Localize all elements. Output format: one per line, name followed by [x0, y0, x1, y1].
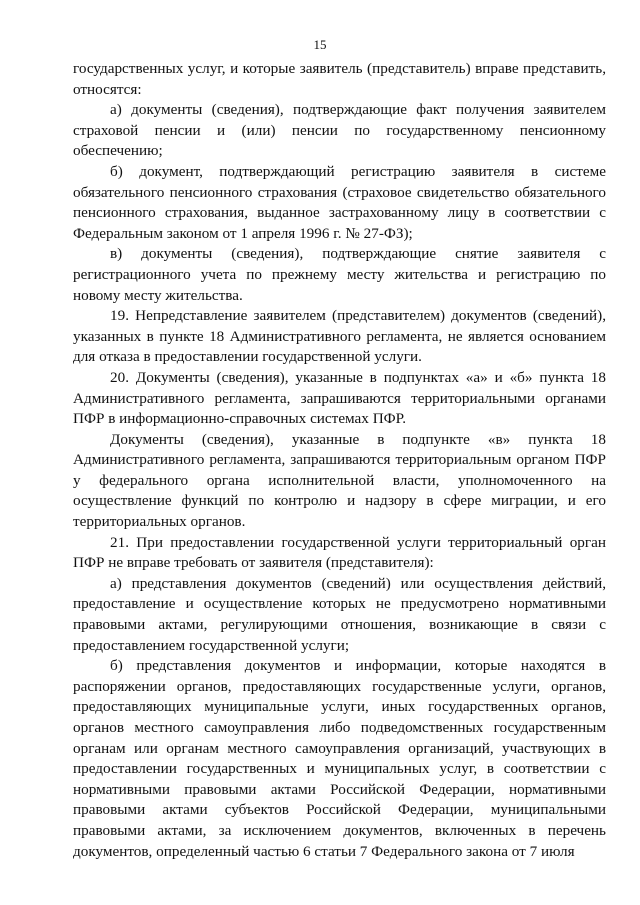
paragraph-20: 20. Документы (сведения), указанные в подпунктах «а» и «б» пункта 18 Административного регламента, запрашиваются территориальными органами ПФР в информационно-справочных системах ПФР. — [73, 368, 606, 428]
paragraph-19: 19. Непредставление заявителем (представителем) документов (сведений), указанных в пункте 18 Административного регламента, не является основанием для отказа в предоставлении государственной услуги. — [73, 307, 606, 366]
paragraph-21: 21. При предоставлении государственной услуги территориальный орган ПФР не вправе требовать от заявителя (представителя): — [73, 533, 606, 572]
paragraph-item-v: в) документы (сведения), подтверждающие снятие заявителя с регистрационного учета по прежнему месту жительства и регистрацию по новому месту жительства. — [73, 245, 606, 304]
paragraph-item-b: б) документ, подтверждающий регистрацию заявителя в системе обязательного пенсионного страхования (страховое свидетельство обязательного пенсионного страхования, выданное застрахованному лицу в соответствии с Федеральным законом от 1 апреля 1996 г. № 27-ФЗ); — [73, 162, 606, 242]
paragraph-21-item-b: б) представления документов и информации, которые находятся в распоряжении органов, предоставляющих государственные услуги, органов, предоставляющих муниципальные услуги, иных государственных органов, органов местного самоуправления либо подведомственных государственным органам или органам местного самоуправления организаций, участвующих в предоставлении государственных и муниципальных услуг, в соответствии с нормативными правовыми актами Российской Федерации, нормативными правовыми актами субъектов Российской Федерации, муниципальными правовыми актами, за исключением документов, включенных в перечень документов, определенный частью 6 статьи 7 Федерального закона от 7 июля — [73, 657, 606, 860]
paragraph-20-continued: Документы (сведения), указанные в подпункте «в» пункта 18 Административного регламента, запрашиваются территориальным органом ПФР у федерального органа исполнительной власти, уполномоченного на осуществление функций по контролю и надзору в сфере миграции, и его территориальных органов. — [73, 430, 606, 531]
page-number: 15 — [313, 37, 327, 52]
paragraph-21-item-a: а) представления документов (сведений) или осуществления действий, предоставление и осуществление которых не предусмотрено нормативными правовыми актами, регулирующими отношения, возникающие в связи с предоставлением государственной услуги; — [73, 574, 606, 654]
paragraph-continuation: государственных услуг, и которые заявитель (представитель) вправе представить, относятся: — [73, 60, 606, 98]
body-text — [73, 59, 606, 862]
paragraph-item-a: а) документы (сведения), подтверждающие факт получения заявителем страховой пенсии и (или) пенсии по государственному пенсионному обеспечению; — [73, 101, 606, 160]
